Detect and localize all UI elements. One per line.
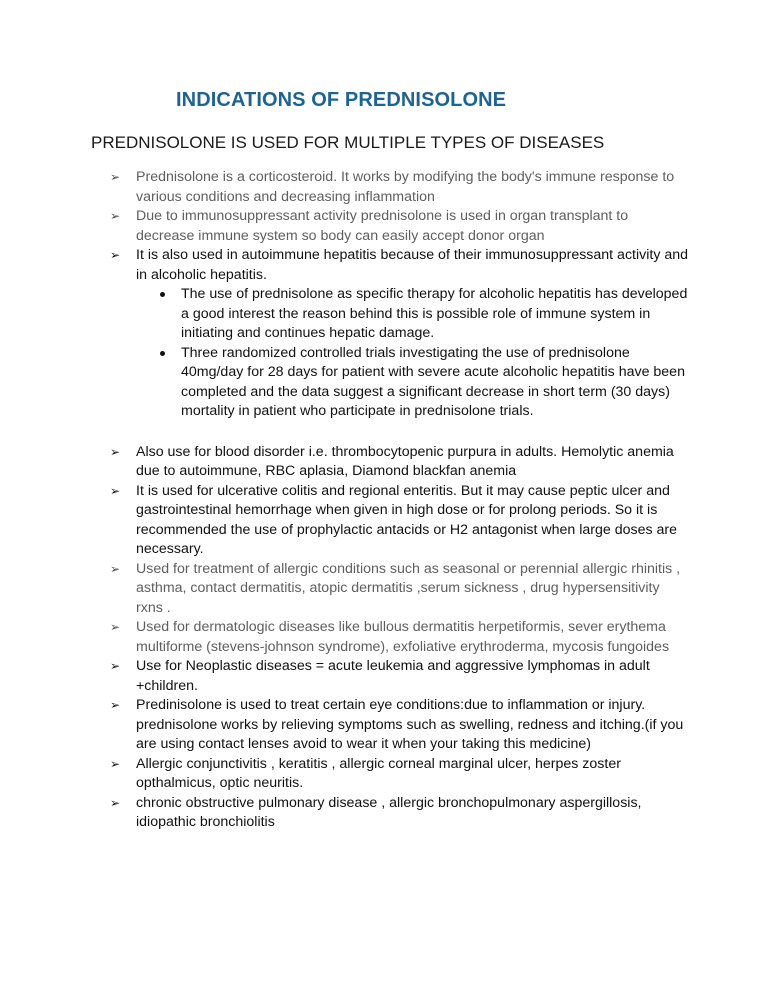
list-item-text: Prednisolone is a corticosteroid. It works by modifying the body's immune response to various conditions and decreasing inflammation: [136, 169, 675, 205]
list-item-text: Used for dermatologic diseases like bullous dermatitis herpetiformis, sever erythema multiforme (stevens-johnson syndrome), exfoliative erythroderma, mycosis fungoides: [136, 619, 670, 655]
arrow-bullet-icon: ➢: [110, 795, 121, 810]
list-item: [110, 168, 690, 207]
hepatitis-sub-list: [158, 285, 690, 422]
list-item: [110, 794, 690, 833]
list-item-text: It is used for ulcerative colitis and regional enteritis. But it may cause peptic ulcer and gastrointestinal hemorrhage when given in high dose or for prolong periods. So it is recommended the use of prophylactic antacids or H2 antagonist when large doses are necessary.: [136, 482, 678, 557]
arrow-bullet-icon: ➢: [110, 170, 121, 184]
list-item: [110, 755, 690, 794]
arrow-bullet-icon: ➢: [110, 561, 121, 576]
dot-bullet-icon: [160, 292, 165, 297]
list-item: [110, 207, 690, 246]
sub-list-item-text: Three randomized controlled trials investigating the use of prednisolone 40mg/day for 28 days for patient with severe acute alcoholic hepatitis have been completed and the data suggest a significant decrease in short term (30 days) mortality in patient who participate in prednisolone trials.: [181, 344, 685, 419]
dot-bullet-icon: [160, 351, 165, 356]
list-item-text: chronic obstructive pulmonary disease , allergic bronchopulmonary aspergillosis, idiopathic bronchiolitis: [136, 794, 642, 830]
list-item-text: Allergic conjunctivitis , keratitis , allergic corneal marginal ulcer, herpes zoster opthalmicus, optic neuritis.: [136, 755, 621, 791]
list-item-text: Used for treatment of allergic conditions such as seasonal or perennial allergic rhinitis , asthma, contact dermatitis, atopic dermatitis ,serum sickness , drug hypersensitivity rxns .: [136, 560, 681, 616]
indications-list: [110, 168, 690, 833]
arrow-bullet-icon: ➢: [110, 620, 121, 634]
arrow-bullet-icon: ➢: [110, 659, 121, 673]
arrow-bullet-icon: ➢: [110, 444, 121, 459]
list-item: [110, 443, 690, 482]
list-item-text: Also use for blood disorder i.e. thrombocytopenic purpura in adults. Hemolytic anemia due to autoimmune, RBC aplasia, Diamond blackfan anemia: [136, 443, 674, 479]
list-item: [110, 560, 690, 619]
list-item-text: Due to immunosuppressant activity prednisolone is used in organ transplant to decrease immune system so body can easily accept donor organ: [136, 208, 629, 244]
sub-list-item: [158, 344, 690, 422]
list-item: [110, 696, 690, 755]
list-item: [110, 482, 690, 560]
list-item: [110, 618, 690, 657]
arrow-bullet-icon: ➢: [110, 209, 121, 223]
list-item-text: It is also used in autoimmune hepatitis because of their immunosuppressant activity and in alcoholic hepatitis.: [136, 247, 689, 283]
page-title: INDICATIONS OF PREDNISOLONE: [176, 89, 507, 111]
list-item-text: Predinisolone is used to treat certain eye conditions:due to inflammation or injury. prednisolone works by relieving symptoms such as swelling, redness and itching.(if you are using contact lenses avoid to wear it when your taking this medicine): [136, 697, 684, 752]
sub-list-item: [158, 285, 690, 344]
arrow-bullet-icon: ➢: [110, 483, 121, 498]
arrow-bullet-icon: ➢: [110, 756, 121, 771]
arrow-bullet-icon: ➢: [110, 698, 121, 712]
page-subtitle: PREDNISOLONE IS USED FOR MULTIPLE TYPES OF DISEASES: [91, 133, 605, 152]
list-item-text: Use for Neoplastic diseases = acute leukemia and aggressive lymphomas in adult +children.: [136, 658, 650, 694]
list-item: [110, 657, 690, 696]
sub-list-item-text: The use of prednisolone as specific therapy for alcoholic hepatitis has developed a good interest the reason behind this is possible role of immune system in initiating and continues hepatic damage.: [181, 286, 688, 341]
list-item: [110, 246, 690, 422]
arrow-bullet-icon: ➢: [110, 248, 121, 262]
